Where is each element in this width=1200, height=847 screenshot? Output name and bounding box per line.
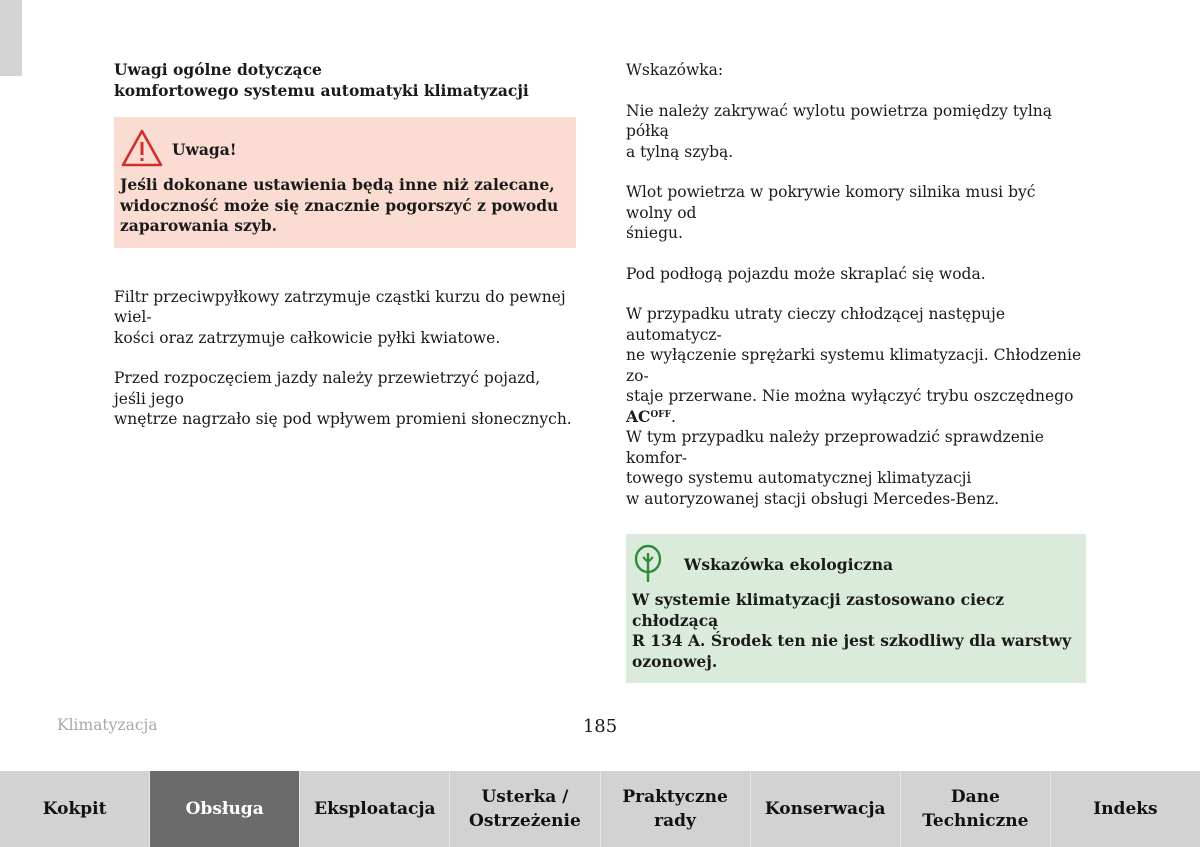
nav-label: Kokpit: [42, 799, 107, 819]
nav-label: Usterka /: [481, 787, 569, 807]
nav-label: Eksploatacja: [314, 799, 436, 819]
text-line: W tym przypadku należy przeprowadzić sprawdzenie komfor-: [626, 428, 1044, 467]
heading-line: komfortowego systemu automatyki klimatyzacji: [114, 80, 529, 100]
text-line: wnętrze nagrzało się pod wpływem promieni słonecznych.: [114, 410, 572, 428]
note-paragraph-1: [626, 101, 1086, 163]
ac-off-superscript: OFF: [650, 409, 671, 420]
text-line: Pod podłogą pojazdu może skraplać się woda.: [626, 264, 986, 283]
filter-paragraph: [114, 287, 576, 349]
bottom-navigation: [0, 771, 1200, 847]
nav-label: rady: [654, 811, 696, 831]
text-line: Filtr przeciwpyłkowy zatrzymuje cząstki kurzu do pewnej wiel-: [114, 287, 566, 326]
text-line: śniegu.: [626, 224, 683, 242]
warning-triangle-icon: [120, 127, 164, 171]
warning-text: [120, 175, 568, 237]
nav-label: Obsługa: [185, 799, 264, 819]
text-line: Nie należy zakrywać wylotu powietrza pomiędzy tylną półką: [626, 101, 1053, 140]
note-paragraph-3: [626, 264, 1086, 285]
text-line: Wlot powietrza w pokrywie komory silnika musi być wolny od: [626, 183, 1036, 222]
tree-leaf-icon: [632, 542, 676, 586]
nav-tab-obsluga[interactable]: [150, 771, 300, 847]
left-column: [114, 60, 576, 430]
note-label: Wskazówka:: [626, 61, 724, 79]
text-line: towego systemu automatycznej klimatyzacji: [626, 469, 972, 487]
section-heading: [114, 60, 576, 101]
nav-tab-usterka[interactable]: [450, 771, 600, 847]
right-column: [626, 60, 1086, 683]
nav-label: Ostrzeżenie: [469, 811, 581, 831]
eco-header: [632, 542, 1078, 586]
nav-tab-dane-techniczne[interactable]: [901, 771, 1051, 847]
text-line: w autoryzowanej stacji obsługi Mercedes-Benz.: [626, 489, 1000, 508]
heading-line: Uwagi ogólne dotyczące: [114, 60, 322, 79]
ventilate-paragraph: [114, 368, 576, 430]
nav-tab-eksploatacja[interactable]: [300, 771, 450, 847]
nav-tab-konserwacja[interactable]: [751, 771, 901, 847]
eco-line: W systemie klimatyzacji zastosowano ciecz chłodzącą: [632, 590, 1005, 630]
nav-label: Dane: [950, 787, 1000, 807]
nav-label: Praktyczne: [622, 787, 728, 807]
nav-tab-indeks[interactable]: [1051, 771, 1200, 847]
text-line: ne wyłączenie sprężarki systemu klimatyzacji. Chłodzenie zo-: [626, 346, 1082, 385]
text-fragment: .: [671, 407, 676, 426]
eco-note-box: [626, 534, 1086, 683]
text-line: [626, 386, 1086, 427]
nav-tab-kokpit[interactable]: [0, 771, 150, 847]
nav-label: Konserwacja: [764, 799, 886, 819]
eco-line: R 134 A. Środek ten nie jest szkodliwy dla warstwy: [632, 631, 1072, 650]
text-fragment: staje przerwane. Nie można wyłączyć trybu oszczędnego: [626, 387, 1074, 405]
text-line: a tylną szybą.: [626, 142, 734, 161]
section-label: Klimatyzacja: [57, 716, 158, 734]
text-line: Przed rozpoczęciem jazdy należy przewietrzyć pojazd, jeśli jego: [114, 369, 541, 408]
warning-box: [114, 117, 576, 248]
text-line: kości oraz zatrzymuje całkowicie pyłki kwiatowe.: [114, 328, 501, 347]
eco-line: ozonowej.: [632, 651, 718, 671]
eco-text: [632, 590, 1078, 672]
ac-label: AC: [626, 406, 651, 426]
nav-label: Techniczne: [922, 811, 1029, 831]
text-line: W przypadku utraty cieczy chłodzącej następuje automatycz-: [626, 305, 1006, 344]
warning-line: zaparowania szyb.: [120, 216, 277, 235]
eco-title: Wskazówka ekologiczna: [684, 554, 894, 574]
warning-header: [120, 127, 568, 171]
note-paragraph-2: [626, 182, 1086, 244]
page-number: 185: [582, 716, 618, 737]
warning-title: Uwaga!: [172, 139, 237, 159]
warning-line: Jeśli dokonane ustawienia będą inne niż zalecane,: [120, 175, 555, 194]
note-paragraph-4: [626, 304, 1086, 509]
nav-label: Indeks: [1093, 799, 1158, 819]
warning-line: widoczność może się znacznie pogorszyć z powodu: [120, 195, 559, 215]
corner-tab-marker: [0, 0, 22, 76]
nav-tab-praktyczne-rady[interactable]: [601, 771, 751, 847]
